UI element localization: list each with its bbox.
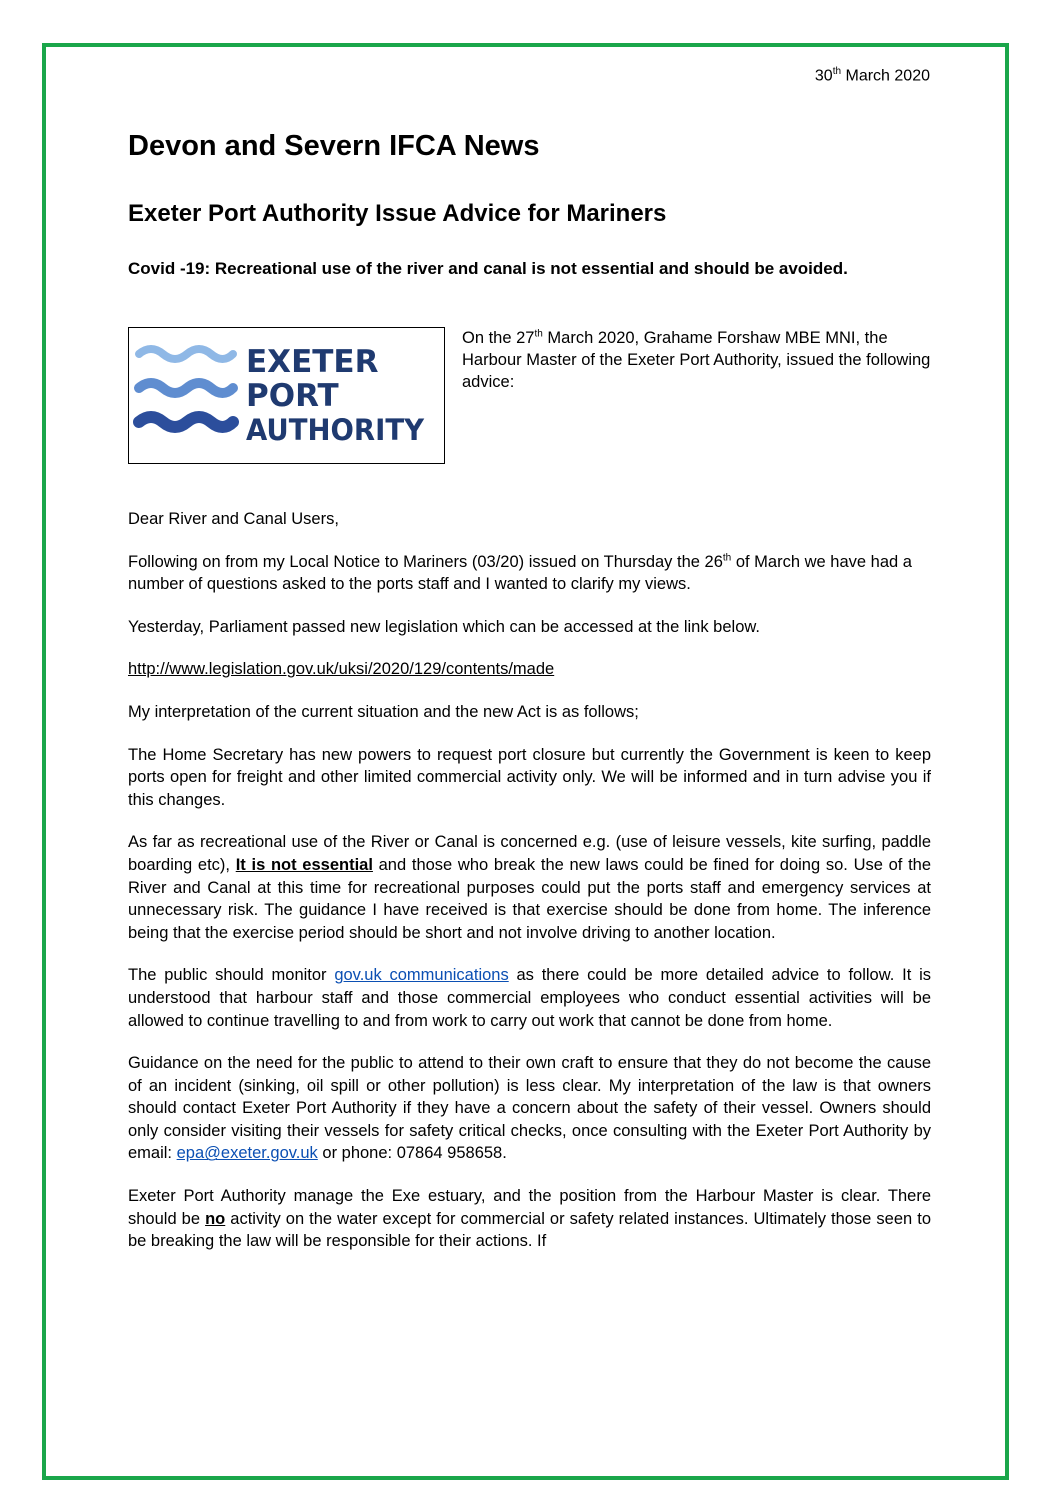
logo-text-port: PORT xyxy=(246,378,339,414)
intro-paragraph: On the 27th March 2020, Grahame Forshaw MBE MNI, the Harbour Master of the Exeter Port Authority, issued the following advice: xyxy=(462,328,931,391)
article-headline: Exeter Port Authority Issue Advice for Mariners xyxy=(128,200,667,227)
logo-wave-bottom xyxy=(139,417,233,427)
logo-text-authority: AUTHORITY xyxy=(246,413,425,447)
epa-email-link[interactable]: epa@exeter.gov.uk xyxy=(176,1144,318,1163)
letter-paragraph-legislation: Yesterday, Parliament passed new legislation which can be accessed at the link below. xyxy=(128,617,760,636)
letter-paragraph-recreational-use: As far as recreational use of the River or Canal is concerned e.g. (use of leisure vessels, kite surfing, paddle boarding etc), It is not essential and those who break the new laws could be fined for doing so. Use of the River and Canal at this time for recreational purposes could put the ports staff and emergency services at unnecessary risk. The guidance I have received is that exercise should be done from home. The inference being that the exercise period should be short and not involve driving to another location. xyxy=(128,833,932,942)
letter-paragraph-exe-estuary: Exeter Port Authority manage the Exe estuary, and the position from the Harbour Master is clear. There should be no activity on the water except for commercial or safety related instances. Ultimately those seen to be breaking the law will be responsible for their actions. If xyxy=(128,1187,931,1251)
letter-greeting: Dear River and Canal Users, xyxy=(128,510,339,528)
legislation-link-paragraph xyxy=(128,658,931,681)
logo-wave-middle xyxy=(139,383,233,393)
letter-body xyxy=(128,508,931,1273)
document-date: 30th March 2020 xyxy=(814,66,930,85)
letter-paragraph-public-monitor: The public should monitor gov.uk communications as there could be more detailed advice to follow. It is understood that harbour staff and those commercial employees who conduct essential activities will be allowed to continue travelling to and from work to carry out work that cannot be done from home. xyxy=(128,966,931,1030)
letter-paragraph-interpretation: My interpretation of the current situation and the new Act is as follows; xyxy=(128,702,639,721)
letter-paragraph-notice: Following on from my Local Notice to Mariners (03/20) issued on Thursday the 26th of March we have had a number of questions asked to the ports staff and I wanted to clarify my views. xyxy=(128,552,912,594)
not-essential-emphasis: It is not essential xyxy=(235,855,373,874)
logo-text-exeter: EXETER xyxy=(246,344,379,380)
newsletter-title: Devon and Severn IFCA News xyxy=(128,130,540,162)
no-activity-emphasis: no xyxy=(205,1209,226,1228)
exeter-port-authority-logo xyxy=(128,327,445,464)
gov-uk-communications-link[interactable]: gov.uk communications xyxy=(334,966,509,985)
wave-logo-icon xyxy=(129,328,446,465)
letter-paragraph-home-secretary: The Home Secretary has new powers to request port closure but currently the Government is keen to keep ports open for freight and other limited commercial activity only. We will be informed and in turn advise you if this changes. xyxy=(128,745,931,809)
legislation-link[interactable]: http://www.legislation.gov.uk/uksi/2020/129/contents/made xyxy=(128,660,555,679)
logo-wave-top xyxy=(139,349,233,359)
letter-paragraph-guidance: Guidance on the need for the public to attend to their own craft to ensure that they do not become the cause of an incident (sinking, oil spill or other pollution) is less clear. My interpretation of the law is that owners should contact Exeter Port Authority if they have a concern about the safety of their vessel. Owners should only consider visiting their vessels for safety critical checks, once consulting with the Exeter Port Authority by email: epa@exeter.gov.uk or phone: 07864 958658. xyxy=(128,1054,931,1163)
article-subheading: Covid -19: Recreational use of the river and canal is not essential and should be avoided. xyxy=(128,259,848,278)
